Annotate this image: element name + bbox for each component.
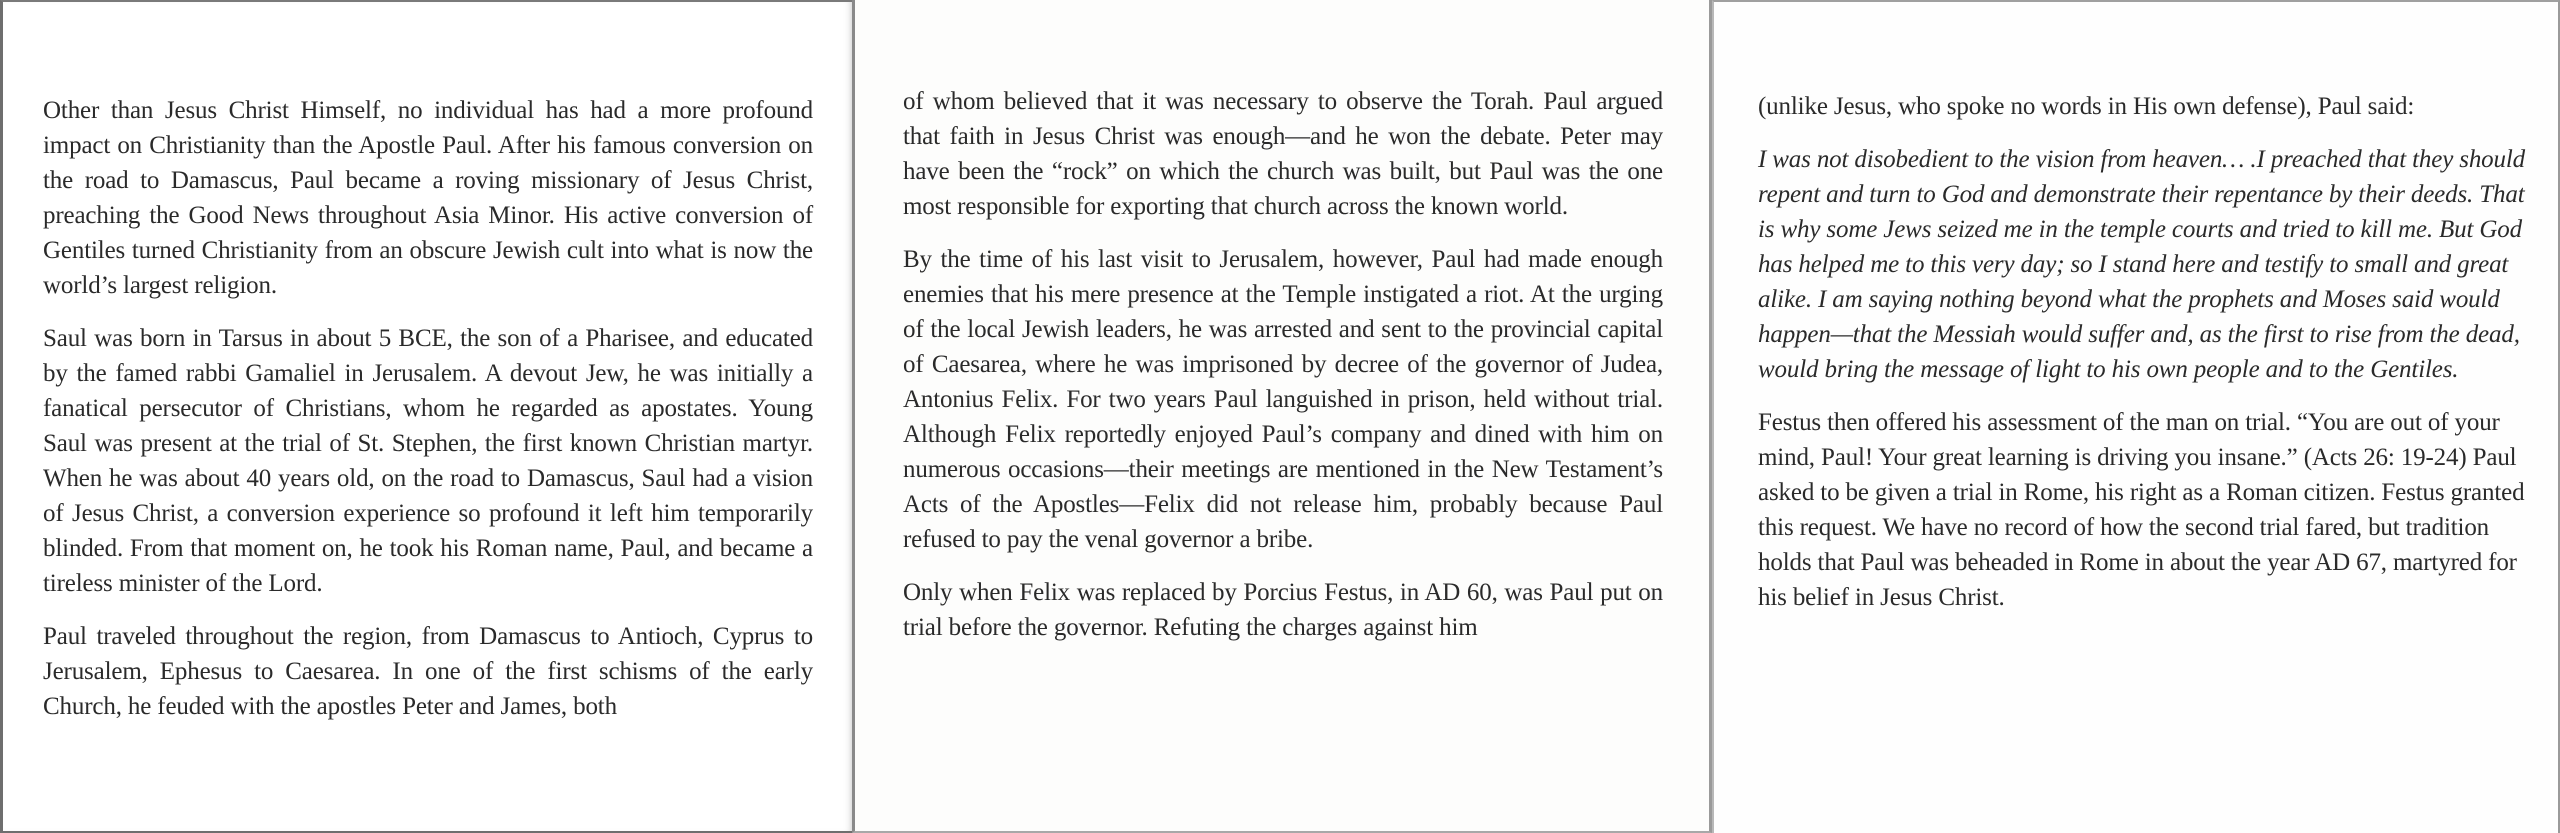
text-column [1758,89,2538,633]
paragraph-travels: Paul traveled throughout the region, from Damascus to Antioch, Cyprus to Jerusalem, Ephesus to Caesarea. In one of the first schisms of the early Church, he feuded with the apostles Peter and James, both [43,623,813,720]
page-panel-right [1712,0,2560,833]
paragraph-quotation: I was not disobedient to the vision from heaven… .I preached that they should repent and turn to God and demonstrate their repentance by their deeds. That is why some Jews seized me in the temple courts and tried to kill me. But God has helped me to this very day; so I stand here and testify to small and great alike. I am saying nothing beyond what the prophets and Moses said would happen—that the Messiah would suffer and, as the first to rise from the dead, would bring the message of light to his own people and to the Gentiles. [1758,146,2526,383]
paragraph-intro: Other than Jesus Christ Himself, no individual has had a more profound impact on Christianity than the Apostle Paul. After his famous conversion on the road to Damascus, Paul became a roving missionary of Jesus Christ, preaching the Good News throughout Asia Minor. His active conversion of Gentiles turned Christianity from an obscure Jewish cult into what is now the world’s largest religion. [43,97,813,299]
paragraph-torah-debate: of whom believed that it was necessary to observe the Torah. Paul argued that faith in Jesus Christ was enough—and he won the debate. Peter may have been the “rock” on which the church was built, but Paul was the one most responsible for exporting that church across the known world. [903,88,1663,220]
text-column [903,84,1663,663]
text-column [43,93,813,742]
paragraph-arrest: By the time of his last visit to Jerusalem, however, Paul had made enough enemies that his mere presence at the Temple instigated a riot. At the urging of the local Jewish leaders, he was arrested and sent to the provincial capital of Caesarea, where he was imprisoned by decree of the governor of Judea, Antonius Felix. For two years Paul languished in prison, held without trial. Although Felix reportedly enjoyed Paul’s company and dined with him on numerous occasions—their meetings are mentioned in the New Testament’s Acts of the Apostles—Felix did not release him, probably because Paul refused to pay the venal governor a bribe. [903,246,1663,553]
paragraph-trial-festus: Only when Felix was replaced by Porcius Festus, in AD 60, was Paul put on trial before the governor. Refuting the charges against him [903,579,1663,641]
page-panel-left [0,0,852,833]
paragraph-defense-intro: (unlike Jesus, who spoke no words in His own defense), Paul said: [1758,93,2415,120]
paragraph-closing: Festus then offered his assessment of the man on trial. “You are out of your mind, Paul! Your great learning is driving you insane.” (Acts 26: 19-24) Paul asked to be given a trial in Rome, his right as a Roman citizen. Festus granted this request. We have no record of how the second trial fared, but tradition holds that Paul was beheaded in Rome in about the year AD 67, martyred for his belief in Jesus Christ. [1758,409,2525,611]
paragraph-saul-early-life: Saul was born in Tarsus in about 5 BCE, the son of a Pharisee, and educated by the famed rabbi Gamaliel in Jerusalem. A devout Jew, he was initially a fanatical persecutor of Christians, whom he regarded as apostates. Young Saul was present at the trial of St. Stephen, the first known Christian martyr. When he was about 40 years old, on the road to Damascus, Saul had a vision of Jesus Christ, a conversion experience so profound it left him temporarily blinded. From that moment on, he took his Roman name, Paul, and became a tireless minister of the Lord. [43,325,813,597]
page-panel-middle [852,0,1712,833]
